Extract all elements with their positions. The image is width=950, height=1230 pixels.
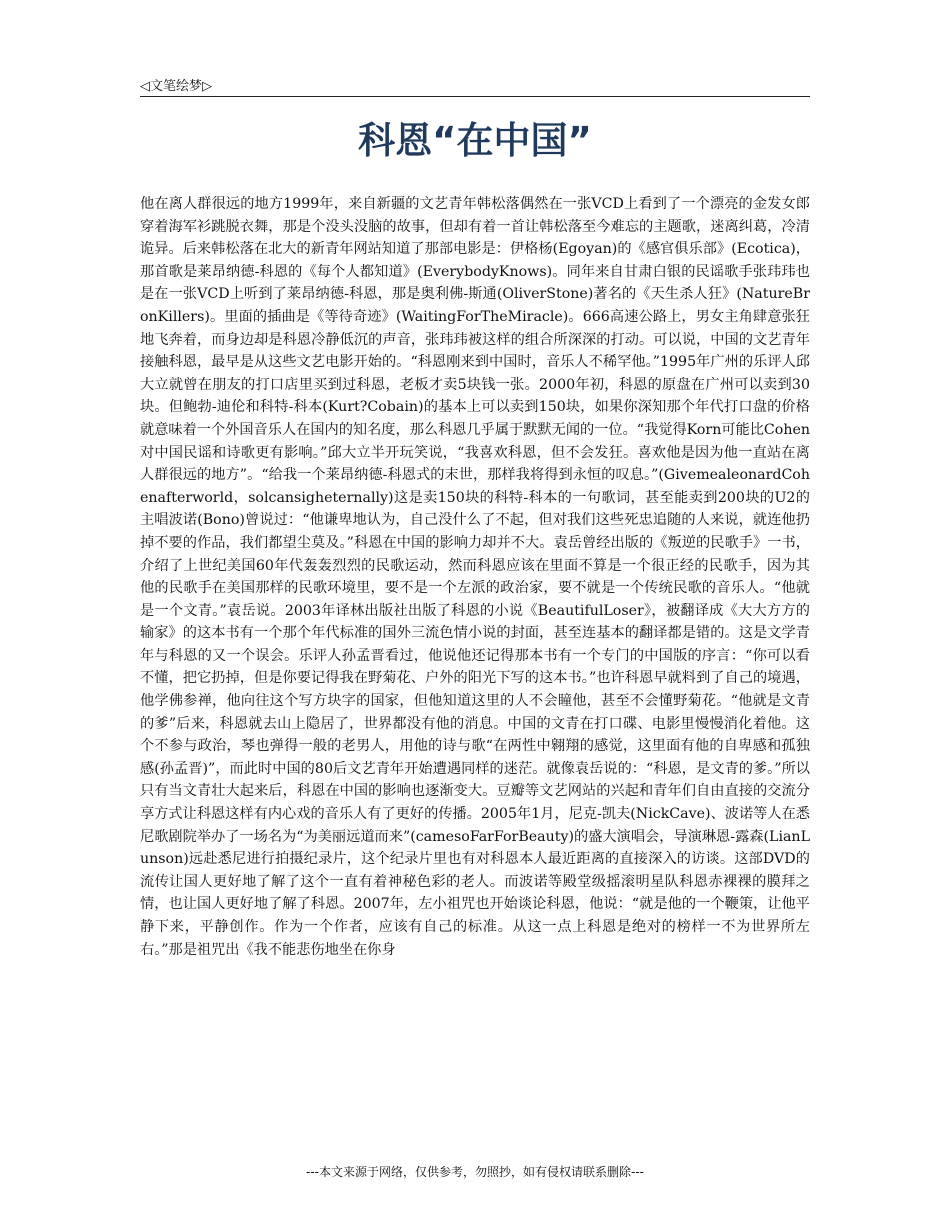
article-body: 他在离人群很远的地方1999年，来自新疆的文艺青年韩松落偶然在一张VCD上看到了一个漂亮的金发女郎穿着海军衫跳脱衣舞，那是个没头没脑的故事，但却有着一首让韩松落至今难忘的主题歌，迷离纠葛，冷清诡异。后来韩松落在北大的新青年网站知道了那部电影是：伊格杨(Egoyan)的《感官俱乐部》(Ecotica)，那首歌是莱昂纳德-科恩的《每个人都知道》(EverybodyKnows)。同年来自甘肃白银的民谣歌手张玮玮也是在一张VCD上听到了莱昂纳德-科恩，那是奥利佛-斯通(OliverStone)著名的《天生杀人狂》(NatureBronKillers)。里面的插曲是《等待奇迹》(WaitingForTheMiracle)。666高速公路上，男女主角肆意张狂地飞奔着，而身边却是科恩冷静低沉的声音，张玮玮被这样的组合所深深的打动。可以说，中国的文艺青年接触科恩，最早是从这些文艺电影开始的。“科恩刚来到中国时，音乐人不稀罕他。”1995年广州的乐评人邱大立就曾在朋友的打口店里买到过科恩，老板才卖5块钱一张。2000年初，科恩的原盘在广州可以卖到30块。但鲍勃-迪伦和科特-科本(Kurt?Cobain)的基本上可以卖到150块，如果你深知那个年代打口盘的价格就意味着一个外国音乐人在国内的知名度，那么科恩几乎属于默默无闻的一位。“我觉得Korn可能比Cohen对中国民谣和诗歌更有影响。”邱大立半开玩笑说，“我喜欢科恩，但不会发狂。喜欢他是因为他一直站在离人群很远的地方”。“给我一个莱昂纳德-科恩式的末世，那样我将得到永恒的叹息。”(GivemealeonardCohenafterworld，solcansigheternally)这是卖150块的科特-科本的一句歌词，甚至能卖到200块的U2的主唱波诺(Bono)曾说过：“他谦卑地认为，自己没什么了不起，但对我们这些死忠追随的人来说，就连他扔掉不要的作品，我们都望尘莫及。”科恩在中国的影响力却并不大。袁岳曾经出版的《叛逆的民歌手》一书，介绍了上世纪美国60年代轰轰烈烈的民歌运动，然而科恩应该在里面不算是一个很正经的民歌手，因为其他的民歌手在美国那样的民歌环境里，要不是一个左派的政治家，要不就是一个传统民歌的音乐人。“他就是一个文青。”袁岳说。2003年译林出版社出版了科恩的小说《BeautifulLoser》，被翻译成《大大方方的输家》的这本书有一个那个年代标准的国外三流色情小说的封面，甚至连基本的翻译都是错的。这是文学青年与科恩的又一个误会。乐评人孙孟晋看过，他说他还记得那本书有一个专门的中国版的序言：“你可以看不懂，把它扔掉，但是你要记得我在野菊花、户外的阳光下写的这本书。”也许科恩早就料到了自己的境遇，他学佛参禅，他向往这个写方块字的国家，但他知道这里的人不会瞳他，甚至不会懂野菊花。“他就是文青的爹”后来，科恩就去山上隐居了，世界都没有他的消息。中国的文青在打口碟、电影里慢慢消化着他。这个不参与政治，琴也弹得一般的老男人，用他的诗与歌“在两性中翱翔的感觉，这里面有他的自卑感和孤独感(孙孟晋)”，而此时中国的80后文艺青年开始遭遇同样的迷茫。就像袁岳说的：“科恩，是文青的爹。”所以只有当文青壮大起来后，科恩在中国的影响也逐渐变大。豆瓣等文艺网站的兴起和青年们自由直接的交流分享方式让科恩这样有内心戏的音乐人有了更好的传播。2005年1月，尼克-凯夫(NickCave)、波诺等人在悉尼歌剧院举办了一场名为“为美丽远道而来”(camesoFarForBeauty)的盛大演唱会，导演琳恩-露森(LianLunson)远赴悉尼进行拍摄纪录片，这个纪录片里也有对科恩本人最近距离的直接深入的访谈。这部DVD的流传让国人更好地了解了这个一直有着神秘色彩的老人。而波诺等殿堂级摇滚明星队科恩赤裸裸的膜拜之情，也让国人更好地了解了科恩。2007年，左小祖咒也开始谈论科恩，他说：“就是他的一个鞭策，让他平静下来，平静创作。作为一个作者，应该有自己的标准。从这一点上科恩是绝对的榜样一不为世界所左右。”那是祖咒出《我不能悲伤地坐在你身 [140, 196, 810, 958]
footer-disclaimer: ---本文来源于网络，仅供参考，勿照抄，如有侵权请联系删除--- [306, 1165, 644, 1179]
article-title: 科恩“在中国” [358, 119, 592, 162]
page-header [140, 72, 810, 97]
header-label: ◁文笔绘梦▷ [140, 79, 212, 94]
